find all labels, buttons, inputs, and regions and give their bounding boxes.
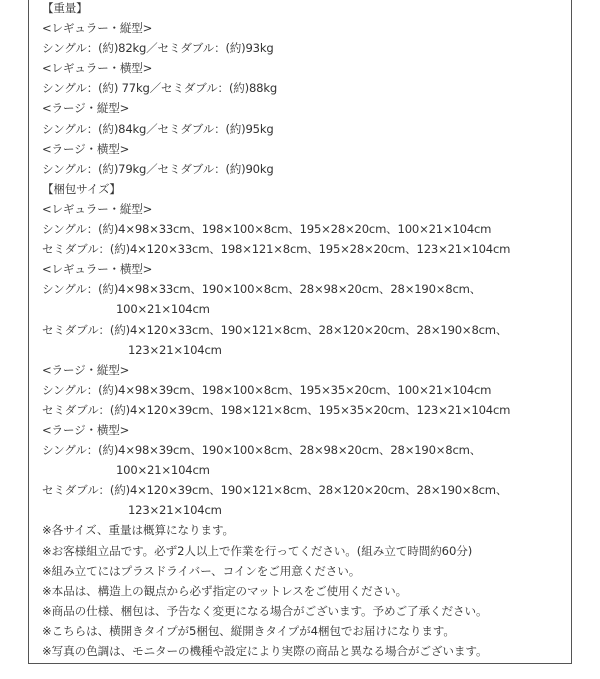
weight-label-regular-horizontal: <レギュラー・横型> xyxy=(42,61,153,76)
weight-value-large-horizontal: シングル：(約)79kg／セミダブル：(約)90kg xyxy=(42,161,274,176)
note-mattress: ※本品は、構造上の観点から必ず指定のマットレスをご使用ください。 xyxy=(42,583,408,598)
package-single-regular-vertical: シングル：(約)4×98×33cm、198×100×8cm、195×28×20cm、100×21×104cm xyxy=(42,222,492,237)
package-semidouble-large-vertical: セミダブル：(約)4×120×39cm、198×121×8cm、195×35×20cm、123×21×104cm xyxy=(42,402,511,417)
package-label-large-horizontal: <ラージ・横型> xyxy=(42,422,130,437)
package-single-large-horizontal-cont: 100×21×104cm xyxy=(116,463,210,478)
weight-label-large-vertical: <ラージ・縦型> xyxy=(42,101,130,116)
package-single-large-vertical: シングル：(約)4×98×39cm、198×100×8cm、195×35×20cm、100×21×104cm xyxy=(42,382,492,397)
package-label-regular-horizontal: <レギュラー・横型> xyxy=(42,262,153,277)
weight-header: 【重量】 xyxy=(42,1,88,15)
weight-label-large-horizontal: <ラージ・横型> xyxy=(42,141,130,156)
package-semidouble-regular-horizontal: セミダブル：(約)4×120×33cm、190×121×8cm、28×120×20cm、28×190×8cm、 xyxy=(42,322,508,337)
package-semidouble-large-horizontal-cont: 123×21×104cm xyxy=(128,503,222,518)
note-package-count: ※こちらは、横開きタイプが5梱包、縦開きタイプが4梱包でお届けになります。 xyxy=(42,623,455,638)
note-assembly: ※お客様組立品です。必ず2人以上で作業を行ってください。(組み立て時間約60分) xyxy=(42,543,473,558)
package-single-large-horizontal: シングル：(約)4×98×39cm、190×100×8cm、28×98×20cm、28×190×8cm、 xyxy=(42,443,482,458)
note-tools: ※組み立てにはプラスドライバー、コインをご用意ください。 xyxy=(42,563,361,578)
spec-box xyxy=(28,0,572,664)
note-approximate: ※各サイズ、重量は概算になります。 xyxy=(42,523,235,538)
package-semidouble-large-horizontal: セミダブル：(約)4×120×39cm、190×121×8cm、28×120×20cm、28×190×8cm、 xyxy=(42,483,508,498)
package-single-regular-horizontal: シングル：(約)4×98×33cm、190×100×8cm、28×98×20cm、28×190×8cm、 xyxy=(42,282,482,297)
weight-value-regular-vertical: シングル：(約)82kg／セミダブル：(約)93kg xyxy=(42,41,274,56)
weight-label-regular-vertical: <レギュラー・縦型> xyxy=(42,21,153,36)
note-spec-change: ※商品の仕様、梱包は、予告なく変更になる場合がございます。予めご了承ください。 xyxy=(42,603,488,618)
package-header: 【梱包サイズ】 xyxy=(42,181,121,196)
package-single-regular-horizontal-cont: 100×21×104cm xyxy=(116,302,210,317)
package-label-regular-vertical: <レギュラー・縦型> xyxy=(42,201,153,216)
package-semidouble-regular-vertical: セミダブル：(約)4×120×33cm、198×121×8cm、195×28×20cm、123×21×104cm xyxy=(42,242,511,257)
package-semidouble-regular-horizontal-cont: 123×21×104cm xyxy=(128,342,222,357)
spec-lines xyxy=(42,0,510,661)
note-color: ※写真の色調は、モニターの機種や設定により実際の商品と異なる場合がございます。 xyxy=(42,644,488,658)
package-label-large-vertical: <ラージ・縦型> xyxy=(42,362,130,377)
weight-value-regular-horizontal: シングル：(約) 77kg／セミダブル：(約)88kg xyxy=(42,81,278,96)
weight-value-large-vertical: シングル：(約)84kg／セミダブル：(約)95kg xyxy=(42,121,274,136)
